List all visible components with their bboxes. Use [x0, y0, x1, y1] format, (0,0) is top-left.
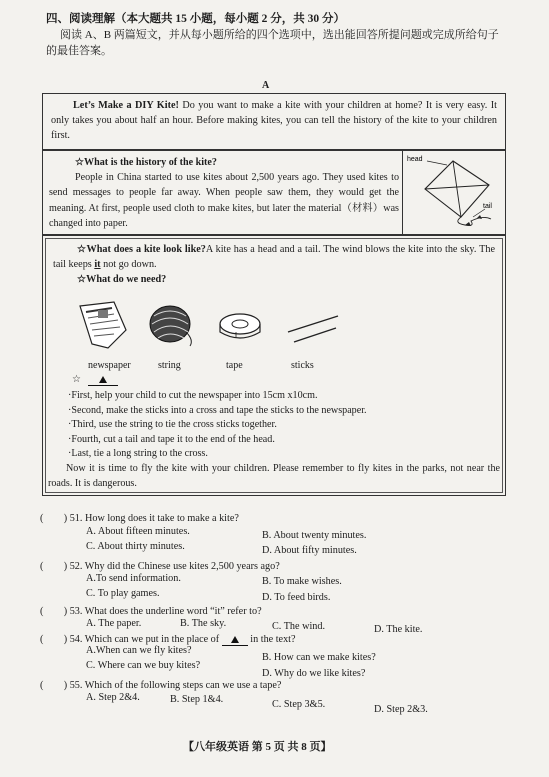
blank-triangle-icon [222, 634, 248, 646]
question-52-stem: ( ) 52. Why did the Chinese use kites 2,500 years ago? [40, 561, 280, 572]
question-51-option-c: C. About thirty minutes. [86, 541, 185, 552]
question-53-option-a: A. The paper. [86, 618, 142, 629]
question-55-option-d: D. Step 2&3. [374, 704, 428, 715]
question-53-option-d: D. The kite. [374, 624, 423, 635]
question-54-option-d: D. Why do we like kites? [262, 668, 366, 679]
question-54-option-c: C. Where can we buy kites? [86, 660, 201, 671]
need-heading: ☆What do we need? [77, 274, 167, 285]
sticks-icon [284, 312, 340, 344]
section-title: 四、阅读理解（本大题共 15 小题，每小题 2 分，共 30 分） [46, 13, 345, 25]
question-51-option-d: D. About fifty minutes. [262, 545, 357, 556]
question-55-option-c: C. Step 3&5. [272, 699, 326, 710]
kite-tail-label: tail [483, 203, 492, 210]
question-52-option-b: B. To make wishes. [262, 576, 342, 587]
kite-head-label: head [407, 156, 423, 163]
intro-box [42, 93, 506, 150]
question-51-stem: ( ) 51. How long does it take to make a kite? [40, 513, 239, 524]
closing-paragraph: Now it is time to fly the kite with your children. Please remember to fly kites in the parks, not near the roads. It is dangerous. [48, 463, 500, 489]
intro-paragraph: Let’s Make a DIY Kite! Do you want to make a kite with your children at home? It is very easy. It only takes you about half an hour. Before making kites, you can tell the history of the kite to your children first. [51, 100, 497, 141]
step-5: ·Last, tie a long string to the cross. [68, 448, 208, 460]
caption-tape: tape [226, 360, 243, 371]
question-52-option-c: C. To play games. [86, 588, 160, 599]
caption-sticks: sticks [291, 360, 314, 371]
newspaper-icon [74, 300, 134, 352]
blank-triangle-icon [88, 374, 118, 386]
passage-label: A [262, 80, 270, 91]
step-3: ·Third, use the string to tie the cross sticks together. [68, 419, 277, 431]
section-instruction: 阅读 A、B 两篇短文，并从每小题所给的四个选项中，选出能回答所提问题或完成所给句子的最佳答案。 [46, 29, 499, 57]
step-4: ·Fourth, cut a tail and tape it to the end of the head. [68, 433, 275, 445]
steps-list [68, 389, 498, 462]
look-paragraph: ☆What does a kite look like?A kite has a head and a tail. The wind blows the kite into the sky. The tail keeps it not go down. [53, 244, 495, 270]
history-paragraph: People in China started to use kites about 2,500 years ago. They used kites to send messages to people far away. When people saw them, they would get the meaning. At first, people used cloth to make kites, but later the material（材料）was changed into paper. [49, 172, 399, 229]
question-52-option-a: A.To send information. [86, 573, 181, 584]
page-footer: 【八年级英语 第 5 页 共 8 页】 [183, 741, 332, 753]
kite-illustration-cell [402, 151, 505, 234]
kite-diagram-icon [403, 151, 503, 234]
question-55-option-b: B. Step 1&4. [170, 694, 224, 705]
question-54-option-b: B. How can we make kites? [262, 652, 376, 663]
step-2: ·Second, make the sticks into a cross and tape the sticks to the newspaper. [68, 404, 367, 416]
step-1: ·First, help your child to cut the newspaper into 15cm x10cm. [68, 390, 318, 401]
question-51-option-b: B. About twenty minutes. [262, 530, 367, 541]
history-box [42, 150, 506, 235]
question-54-stem: ( ) 54. Which can we put in the place of in the text? [40, 634, 296, 645]
question-55-option-a: A. Step 2&4. [86, 692, 140, 703]
steps-heading: ☆ [72, 374, 118, 386]
string-icon [146, 302, 198, 348]
question-53-option-b: B. The sky. [180, 618, 227, 629]
question-51-option-a: A. About fifteen minutes. [86, 526, 190, 537]
question-52-option-d: D. To feed birds. [262, 592, 331, 603]
question-54-option-a: A.When can we fly kites? [86, 645, 192, 656]
caption-string: string [158, 360, 181, 371]
caption-newspaper: newspaper [88, 360, 131, 371]
question-55-stem: ( ) 55. Which of the following steps can we use a tape? [40, 680, 282, 691]
question-53-option-c: C. The wind. [272, 621, 326, 632]
question-53-stem: ( ) 53. What does the underline word “it” refer to? [40, 606, 262, 617]
tape-icon [216, 308, 266, 344]
history-heading: ☆What is the history of the kite? [75, 157, 217, 168]
